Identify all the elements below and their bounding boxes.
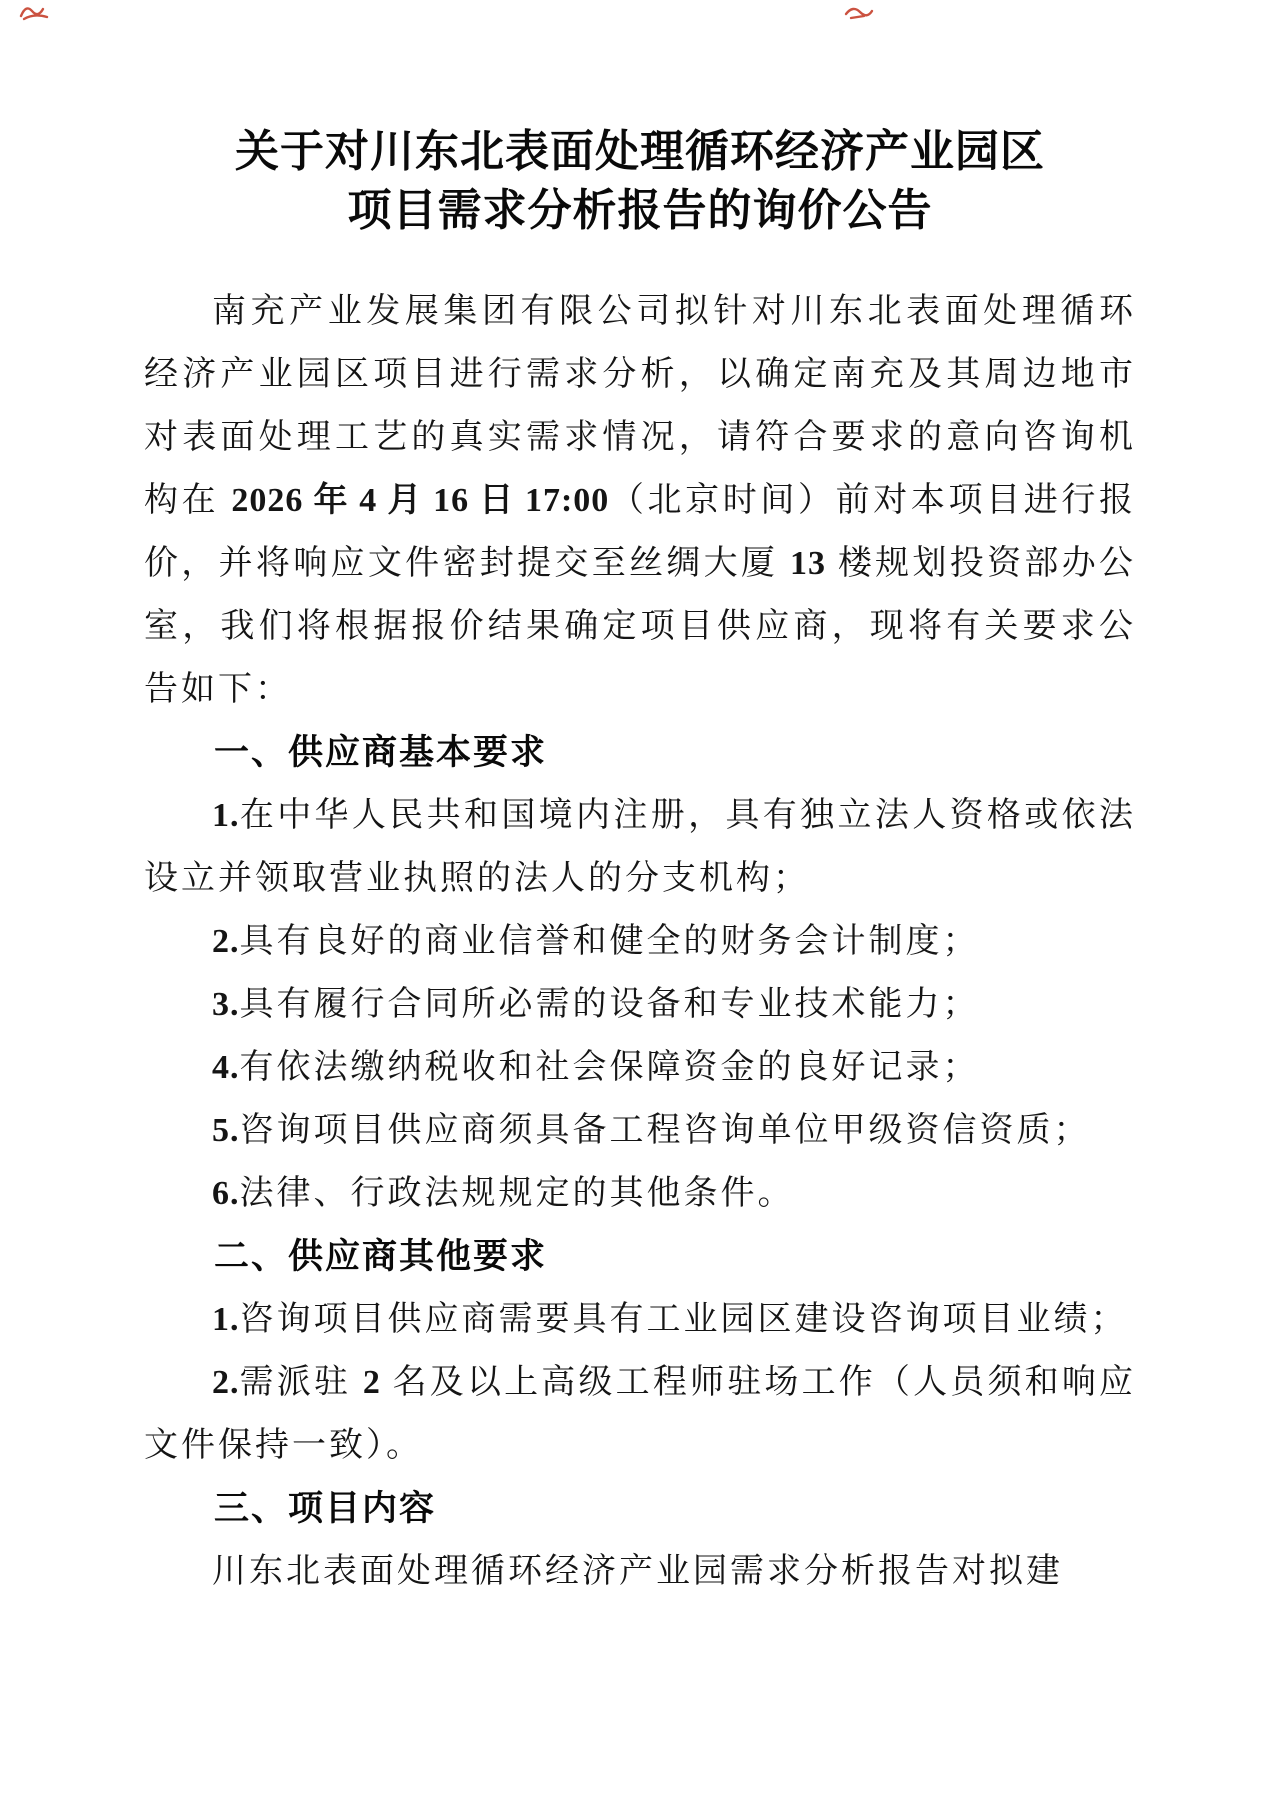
page-title-line-2: 项目需求分析报告的询价公告 (347, 186, 933, 235)
list-item (144, 1162, 1136, 1225)
list-item (144, 910, 1136, 973)
item-text: 具有履行合同所必需的设备和专业技术能力； (239, 986, 980, 1023)
item-text: 需派驻 (239, 1364, 363, 1401)
list-item (144, 1099, 1136, 1162)
item-number: 2. (212, 1364, 240, 1401)
page-title (144, 122, 1136, 240)
list-item (144, 1351, 1136, 1477)
list-item (144, 1036, 1136, 1099)
item-number: 5. (212, 1112, 240, 1149)
floor-number: 13 (790, 545, 827, 582)
item-number: 4. (212, 1049, 240, 1086)
deadline-datetime: 2026 年 4 月 16 日 17:00 (231, 482, 610, 519)
item-text: 在中华人民共和国境内注册，具有独立法人资格或依法设立并领取营业执照的法人的分支机构； (144, 797, 1136, 897)
list-item (144, 1288, 1136, 1351)
intro-paragraph (144, 280, 1136, 721)
red-ink-mark-left (18, 2, 52, 22)
document-content (144, 0, 1136, 1603)
item-number: 3. (212, 986, 240, 1023)
item-number: 6. (212, 1175, 240, 1212)
item-text: 法律、行政法规规定的其他条件。 (239, 1175, 795, 1212)
intro-run-3: （北京时间）前对本项目进行报价，并将响应文件密封提交至丝绸大厦 (144, 482, 1137, 582)
list-item (144, 973, 1136, 1036)
engineer-count: 2 (362, 1364, 381, 1401)
item-text: 有依法缴纳税收和社会保障资金的良好记录； (239, 1049, 980, 1086)
section-heading-2: 二、供应商其他要求 (214, 1237, 548, 1276)
item-number: 2. (212, 923, 240, 960)
item-text: 具有良好的商业信誉和健全的财务会计制度； (239, 923, 980, 960)
intro-run-5: 楼规划投资部办公室，我们将根据报价结果确定项目供应商，现将有关要求公告如下： (144, 545, 1137, 708)
section-3-paragraph: 川东北表面处理循环经济产业园需求分析报告对拟建 (212, 1553, 1063, 1590)
item-text: 名及以上高级工程师驻场工作（人员须和响应文件保持一致）。 (144, 1364, 1137, 1464)
section-heading-3: 三、项目内容 (214, 1489, 437, 1528)
section-heading-1: 一、供应商基本要求 (214, 733, 548, 772)
page-title-line-1: 关于对川东北表面处理循环经济产业园区 (235, 127, 1045, 176)
item-text: 咨询项目供应商需要具有工业园区建设咨询项目业绩； (239, 1301, 1128, 1338)
item-number: 1. (212, 1301, 240, 1338)
item-number: 1. (212, 797, 240, 834)
item-text: 咨询项目供应商须具备工程咨询单位甲级资信资质； (239, 1112, 1091, 1149)
list-item (144, 784, 1136, 910)
intro-run-1: 南充产业发展集团有限公司拟针对川东北表面处理循环经济产业园区项目进行需求分析，以确定南充及其周边地市对表面处理工艺的真实需求情况，请符合要求的意向咨询机构在 (144, 293, 1136, 519)
